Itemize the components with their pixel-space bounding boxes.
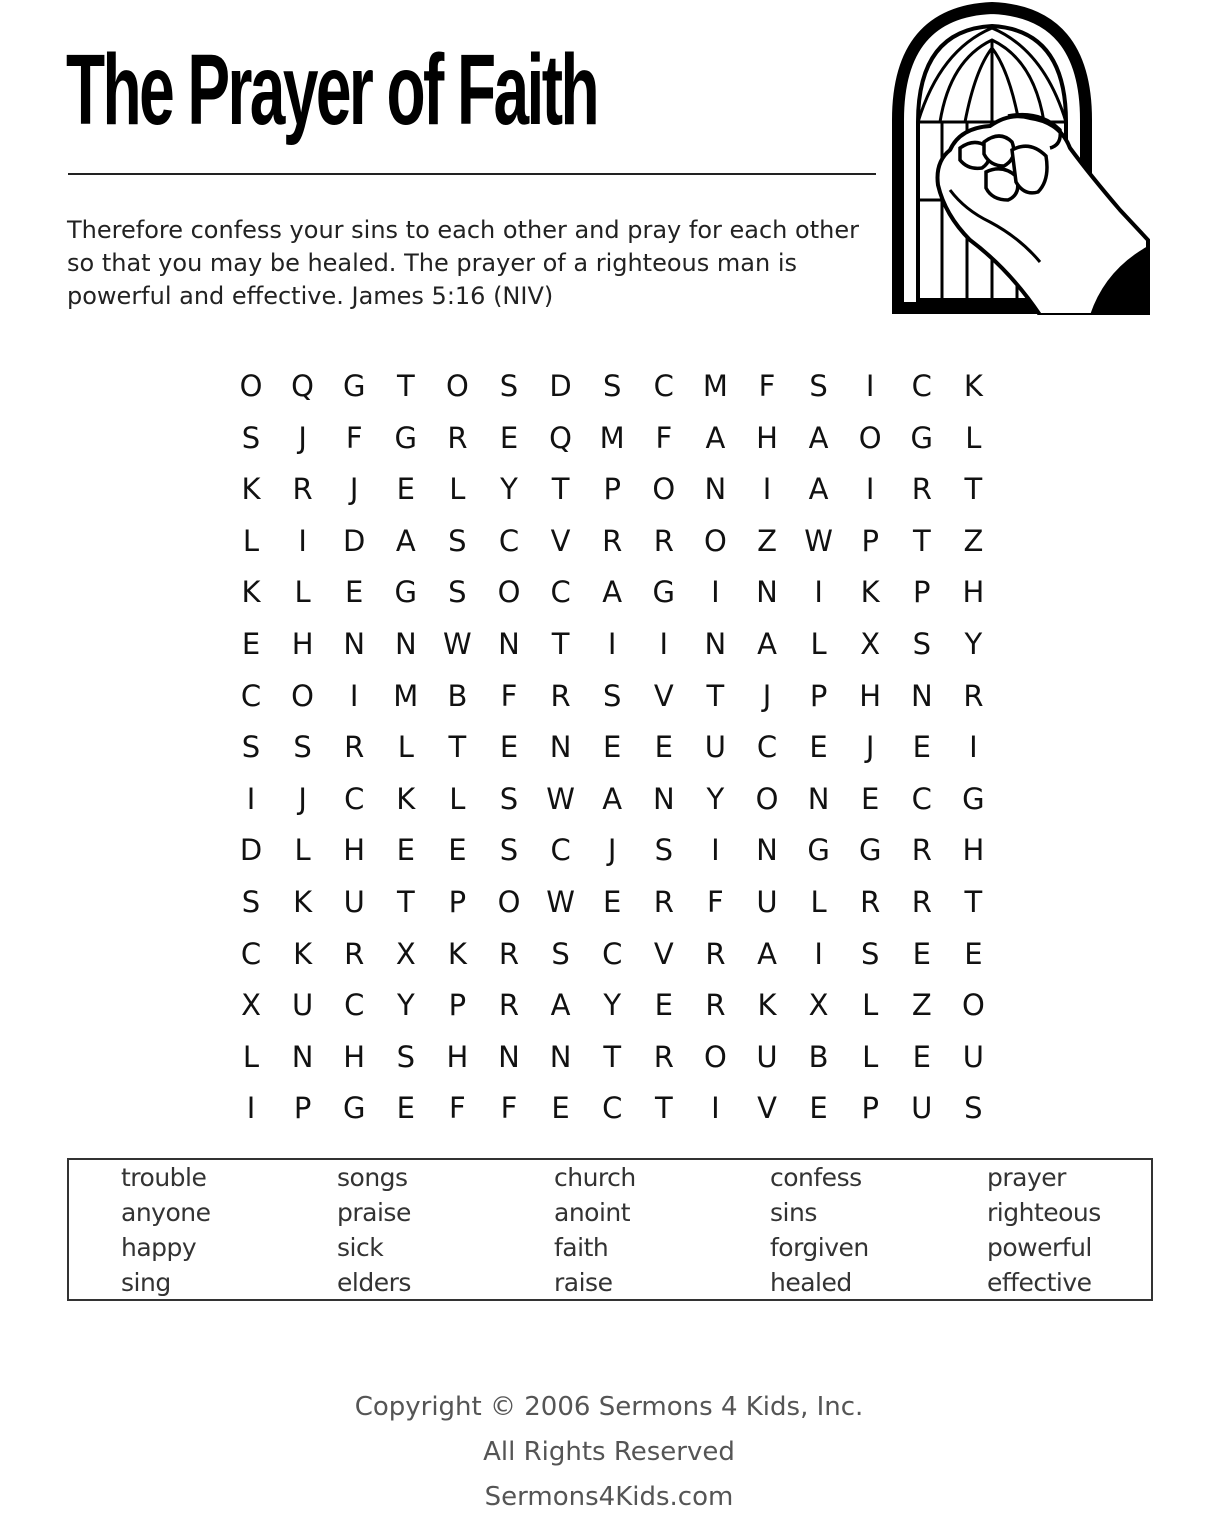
word-list-item: anyone xyxy=(121,1198,211,1227)
copyright-text: Copyright © 2006 Sermons 4 Kids, Inc. xyxy=(354,1392,864,1422)
grid-letter: W xyxy=(804,523,833,558)
grid-letter: T xyxy=(964,472,983,507)
grid-letter: H xyxy=(859,678,882,713)
grid-letter: L xyxy=(810,627,827,661)
grid-letter: C xyxy=(550,833,571,868)
grid-letter: P xyxy=(913,575,931,610)
grid-letter: S xyxy=(396,1039,415,1074)
grid-letter: E xyxy=(603,730,622,765)
grid-letter: L xyxy=(294,833,311,868)
grid-letter: L xyxy=(242,1039,260,1074)
grid-letter: E xyxy=(396,833,415,868)
grid-letter: R xyxy=(911,472,932,507)
grid-letter: T xyxy=(396,369,415,403)
grid-letter: A xyxy=(757,936,777,971)
word-list-item: sins xyxy=(770,1198,817,1227)
grid-letter: Q xyxy=(291,369,314,403)
grid-letter: I xyxy=(814,575,823,610)
grid-letter: S xyxy=(448,523,467,558)
grid-letter: D xyxy=(239,833,263,868)
grid-letter: R xyxy=(653,885,674,919)
grid-letter: H xyxy=(343,833,366,868)
grid-letter: R xyxy=(860,885,881,919)
grid-letter: S xyxy=(499,369,519,403)
grid-letter: G xyxy=(910,420,934,455)
grid-letter: K xyxy=(963,369,983,403)
grid-letter: N xyxy=(498,627,520,661)
grid-letter: F xyxy=(345,420,363,455)
grid-letter: D xyxy=(549,369,572,403)
grid-letter: Q xyxy=(549,420,572,455)
grid-letter: E xyxy=(241,627,261,661)
grid-letter: U xyxy=(962,1039,984,1074)
grid-letter: O xyxy=(858,420,882,455)
grid-letter: N xyxy=(807,781,830,816)
word-list-item: prayer xyxy=(987,1163,1066,1192)
grid-letter: C xyxy=(240,936,262,971)
grid-letter: P xyxy=(861,523,879,558)
grid-letter: M xyxy=(393,678,419,713)
grid-letter: C xyxy=(550,575,571,610)
grid-letter: E xyxy=(448,833,467,868)
grid-letter: V xyxy=(757,1091,777,1126)
grid-letter: Z xyxy=(911,988,932,1023)
grid-letter: E xyxy=(499,730,519,765)
grid-letter: I xyxy=(814,936,823,971)
grid-letter: Y xyxy=(396,988,415,1023)
grid-letter: I xyxy=(298,523,307,558)
grid-letter: F xyxy=(758,369,776,403)
grid-letter: E xyxy=(809,1091,828,1126)
grid-letter: C xyxy=(602,936,623,971)
grid-letter: L xyxy=(810,885,827,919)
grid-letter: T xyxy=(964,885,983,919)
grid-letter: N xyxy=(756,833,778,868)
grid-letter: A xyxy=(602,575,623,610)
grid-letter: W xyxy=(546,781,575,816)
grid-letter: K xyxy=(860,575,880,610)
grid-letter: U xyxy=(911,1091,933,1126)
grid-letter: H xyxy=(291,627,314,661)
grid-letter: C xyxy=(653,369,674,403)
word-list-item: sing xyxy=(121,1268,171,1297)
grid-letter: C xyxy=(911,781,932,816)
grid-letter: R xyxy=(602,523,623,558)
grid-letter: U xyxy=(343,885,365,919)
word-list-item: sick xyxy=(337,1233,384,1262)
word-list-box xyxy=(67,1158,1153,1301)
grid-letter: P xyxy=(603,472,621,507)
praying-hands-window-icon xyxy=(890,0,1155,315)
grid-letter: O xyxy=(703,523,727,558)
grid-letter: G xyxy=(807,833,830,868)
grid-letter: S xyxy=(241,420,261,455)
grid-letter: F xyxy=(500,1091,518,1126)
word-list-item: elders xyxy=(337,1268,411,1297)
grid-letter: T xyxy=(551,627,570,661)
word-list-item: anoint xyxy=(554,1198,631,1227)
grid-letter: P xyxy=(293,1091,312,1126)
grid-letter: A xyxy=(757,627,777,661)
grid-letter: G xyxy=(962,781,985,816)
bible-verse: Therefore confess your sins to each other and pray for each other so that you may be healed. The prayer of a righteous man is powerful and effective. James 5:16 (NIV) xyxy=(67,216,859,310)
grid-letter: B xyxy=(808,1039,829,1074)
word-search-grid xyxy=(225,360,995,1140)
grid-letter: L xyxy=(965,420,982,455)
grid-letter: O xyxy=(961,988,985,1023)
grid-letter: N xyxy=(549,1039,572,1074)
word-list-item: healed xyxy=(770,1268,852,1297)
word-list-item: confess xyxy=(770,1163,862,1192)
grid-letter: R xyxy=(498,988,520,1023)
grid-letter: R xyxy=(653,1039,674,1074)
grid-letter: S xyxy=(912,627,931,661)
grid-letter: C xyxy=(240,678,262,713)
grid-letter: L xyxy=(449,781,466,816)
grid-letter: P xyxy=(448,988,467,1023)
grid-letter: N xyxy=(549,730,572,765)
grid-letter: R xyxy=(911,885,932,919)
grid-letter: A xyxy=(550,988,571,1023)
grid-letter: I xyxy=(349,678,359,713)
page-title: The Prayer of Faith xyxy=(66,34,598,146)
grid-letter: I xyxy=(865,472,875,507)
grid-letter: O xyxy=(652,472,676,507)
grid-letter: V xyxy=(550,523,571,558)
grid-letter: O xyxy=(239,369,263,403)
word-list-item: powerful xyxy=(987,1233,1092,1262)
grid-letter: E xyxy=(912,730,931,765)
grid-letter: P xyxy=(809,678,828,713)
grid-letter: L xyxy=(449,472,466,507)
grid-letter: N xyxy=(291,1039,314,1074)
grid-letter: R xyxy=(653,523,674,558)
grid-letter: A xyxy=(705,420,726,455)
grid-letter: J xyxy=(865,730,875,765)
grid-letter: P xyxy=(448,885,467,919)
website-text: Sermons4Kids.com xyxy=(484,1482,734,1512)
grid-letter: O xyxy=(703,1039,727,1074)
grid-letter: I xyxy=(711,833,720,868)
grid-letter: P xyxy=(861,1091,879,1126)
grid-letter: T xyxy=(448,730,467,765)
grid-letter: O xyxy=(755,781,779,816)
grid-letter: E xyxy=(654,730,673,765)
grid-letter: R xyxy=(705,988,726,1023)
grid-letter: H xyxy=(962,575,985,610)
grid-letter: F xyxy=(500,678,518,713)
grid-letter: K xyxy=(241,472,261,507)
grid-letter: G xyxy=(342,369,366,403)
grid-letter: K xyxy=(293,885,313,919)
grid-letter: N xyxy=(910,678,933,713)
grid-letter: G xyxy=(652,575,676,610)
grid-letter: S xyxy=(602,369,622,403)
grid-letter: C xyxy=(756,730,778,765)
grid-letter: I xyxy=(711,575,720,610)
grid-letter: W xyxy=(443,627,472,661)
grid-letter: L xyxy=(862,1039,879,1074)
grid-letter: V xyxy=(653,936,674,971)
grid-letter: X xyxy=(395,936,416,971)
grid-letter: R xyxy=(292,472,313,507)
grid-letter: O xyxy=(445,369,469,403)
grid-letter: R xyxy=(705,936,726,971)
grid-letter: I xyxy=(246,1091,256,1126)
grid-letter: R xyxy=(963,678,984,713)
grid-letter: N xyxy=(756,575,778,610)
grid-letter: S xyxy=(860,936,880,971)
grid-letter: E xyxy=(654,988,673,1023)
grid-letter: J xyxy=(349,472,359,507)
grid-letter: E xyxy=(912,936,931,971)
grid-letter: G xyxy=(858,833,882,868)
grid-letter: H xyxy=(962,833,985,868)
grid-letter: N xyxy=(343,627,366,661)
grid-letter: S xyxy=(448,575,467,610)
grid-letter: J xyxy=(607,833,617,868)
word-list-item: righteous xyxy=(987,1198,1101,1227)
grid-letter: I xyxy=(659,627,669,661)
grid-letter: R xyxy=(447,420,468,455)
grid-letter: S xyxy=(602,678,622,713)
grid-letter: T xyxy=(654,1091,673,1126)
grid-letter: T xyxy=(396,885,415,919)
grid-letter: E xyxy=(345,575,364,610)
grid-letter: Y xyxy=(500,472,518,507)
grid-letter: L xyxy=(242,523,260,558)
grid-letter: S xyxy=(654,833,673,868)
grid-letter: C xyxy=(602,1091,623,1126)
grid-letter: E xyxy=(396,1091,415,1126)
grid-letter: S xyxy=(964,1091,983,1126)
word-list-item: effective xyxy=(987,1268,1092,1297)
grid-letter: E xyxy=(551,1091,570,1126)
grid-letter: S xyxy=(241,885,261,919)
grid-letter: G xyxy=(394,420,418,455)
grid-letter: U xyxy=(756,885,778,919)
grid-letter: I xyxy=(607,627,617,661)
grid-letter: U xyxy=(291,988,314,1023)
grid-letter: E xyxy=(499,420,519,455)
grid-letter: S xyxy=(551,936,570,971)
grid-letter: E xyxy=(964,936,983,971)
grid-letter: N xyxy=(394,627,417,661)
grid-letter: K xyxy=(447,936,467,971)
grid-letter: F xyxy=(707,885,724,919)
word-list-item: songs xyxy=(337,1163,408,1192)
word-list-item: praise xyxy=(337,1198,411,1227)
word-list-item: trouble xyxy=(121,1163,207,1192)
grid-letter: T xyxy=(912,523,931,558)
grid-letter: I xyxy=(762,472,772,507)
grid-letter: G xyxy=(342,1091,366,1126)
grid-letter: T xyxy=(603,1039,622,1074)
word-list-item: faith xyxy=(554,1233,609,1262)
grid-letter: H xyxy=(343,1039,366,1074)
grid-letter: I xyxy=(246,781,256,816)
grid-letter: R xyxy=(498,936,520,971)
grid-letter: J xyxy=(762,678,772,713)
grid-letter: V xyxy=(653,678,674,713)
word-list-item: church xyxy=(554,1163,636,1192)
grid-letter: M xyxy=(599,420,625,455)
grid-letter: N xyxy=(652,781,675,816)
grid-letter: S xyxy=(499,781,519,816)
grid-letter: E xyxy=(861,781,880,816)
grid-letter: O xyxy=(497,885,521,919)
grid-letter: H xyxy=(756,420,778,455)
grid-letter: U xyxy=(756,1039,778,1074)
grid-letter: I xyxy=(865,369,875,403)
grid-letter: G xyxy=(394,575,418,610)
grid-letter: K xyxy=(241,575,261,610)
title-divider xyxy=(68,173,876,175)
grid-letter: L xyxy=(862,988,879,1023)
grid-letter: K xyxy=(396,781,416,816)
grid-letter: T xyxy=(551,472,570,507)
grid-letter: E xyxy=(809,730,828,765)
grid-letter: R xyxy=(344,936,365,971)
grid-letter: Y xyxy=(964,627,983,661)
grid-letter: R xyxy=(911,833,932,868)
grid-letter: Y xyxy=(706,781,725,816)
grid-letter: C xyxy=(911,369,932,403)
grid-letter: M xyxy=(702,369,728,403)
grid-letter: C xyxy=(344,988,365,1023)
grid-letter: C xyxy=(498,523,520,558)
rights-text: All Rights Reserved xyxy=(483,1437,735,1467)
grid-letter: N xyxy=(498,1039,520,1074)
grid-letter: U xyxy=(704,730,726,765)
grid-letter: J xyxy=(298,420,307,455)
grid-letter: I xyxy=(711,1091,720,1126)
grid-letter: X xyxy=(241,988,261,1023)
grid-letter: K xyxy=(293,936,313,971)
grid-letter: F xyxy=(449,1091,466,1126)
grid-letter: Z xyxy=(963,523,984,558)
grid-letter: C xyxy=(344,781,365,816)
grid-letter: R xyxy=(344,730,365,765)
grid-letter: S xyxy=(241,730,261,765)
grid-letter: W xyxy=(546,885,575,919)
grid-letter: N xyxy=(704,472,727,507)
grid-letter: A xyxy=(808,472,829,507)
grid-letter: I xyxy=(969,730,978,765)
word-list-item: forgiven xyxy=(770,1233,869,1262)
grid-letter: L xyxy=(397,730,414,765)
grid-letter: S xyxy=(809,369,828,403)
grid-letter: D xyxy=(343,523,366,558)
grid-letter: S xyxy=(499,833,519,868)
grid-letter: H xyxy=(446,1039,469,1074)
grid-letter: A xyxy=(602,781,623,816)
grid-letter: E xyxy=(396,472,415,507)
grid-letter: T xyxy=(706,678,725,713)
grid-letter: B xyxy=(447,678,468,713)
grid-letter: S xyxy=(293,730,312,765)
grid-letter: Y xyxy=(603,988,622,1023)
grid-letter: N xyxy=(704,627,727,661)
word-list-item: happy xyxy=(121,1233,197,1262)
grid-letter: X xyxy=(808,988,829,1023)
grid-letter: F xyxy=(655,420,673,455)
grid-letter: E xyxy=(603,885,622,919)
word-list-item: raise xyxy=(554,1268,613,1297)
grid-letter: E xyxy=(912,1039,931,1074)
grid-letter: O xyxy=(291,678,314,713)
grid-letter: J xyxy=(298,781,307,816)
grid-letter: X xyxy=(860,627,881,661)
grid-letter: Z xyxy=(757,523,777,558)
grid-letter: R xyxy=(550,678,571,713)
grid-letter: A xyxy=(808,420,829,455)
grid-letter: O xyxy=(497,575,521,610)
grid-letter: K xyxy=(757,988,777,1023)
grid-letter: L xyxy=(294,575,311,610)
grid-letter: A xyxy=(395,523,416,558)
